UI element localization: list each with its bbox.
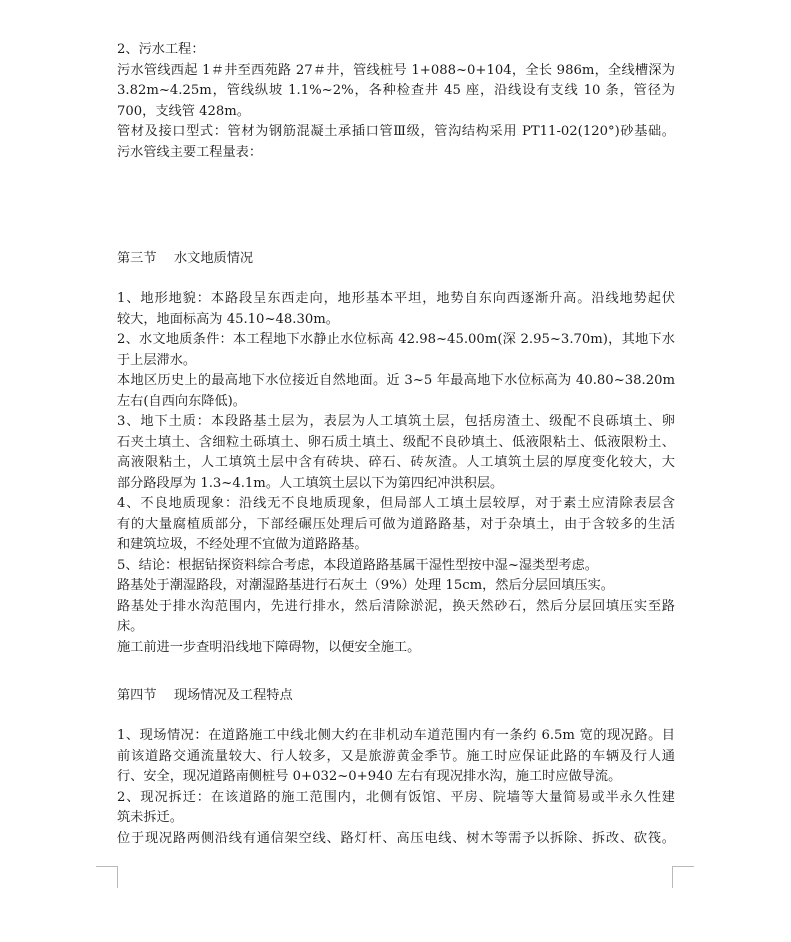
paragraph-line: 高液限粘土，人工填筑土层中含有砖块、碎石、砖灰渣。人工填筑土层的厚度变化较大，大 [117, 455, 675, 470]
sewer-paragraph-line: 污水管线西起 1＃井至西苑路 27＃井，管线桩号 1+088~0+104，全长 986m，全线槽深为 [117, 62, 675, 78]
paragraph-line: 和建筑垃圾，不经处理不宜做为道路路基。 [117, 537, 368, 552]
section4-body [117, 726, 675, 849]
paragraph-line: 较大，地面标高为 45.10~48.30m。 [117, 311, 339, 327]
paragraph-line: 1、现场情况：在道路施工中线北侧大约在非机动车道范围内有一条约 6.5m 宽的现况路。目 [117, 728, 675, 743]
paragraph-line: 4、不良地质现象：沿线无不良地质现象，但局部人工填土层较厚，对于素土应清除表层含 [117, 496, 675, 511]
crop-mark-right-horizontal [672, 866, 694, 867]
paragraph-line: 石夹土填土、含细粒土砾填土、卵石质土填土、级配不良砂填土、低液限粘土、低液限粉土、 [117, 434, 675, 450]
paragraph-line: 部分路段厚为 1.3~4.1m。人工填筑土层以下为第四纪冲洪积层。 [117, 475, 504, 491]
paragraph-line: 筑未拆迁。 [117, 810, 183, 825]
paragraph-line: 本地区历史上的最高地下水位接近自然地面。近 3~5 年最高地下水位标高为 40.80~38.20m [117, 373, 675, 388]
crop-mark-left-vertical [117, 866, 118, 888]
sewer-section [117, 40, 675, 163]
sewer-paragraph-line: 3.82m~4.25m，管线纵坡 1.1%~2%，各种检查井 45 座，沿线设有支线 10 条，管径为 [117, 83, 675, 98]
paragraph-line: 有的大量腐植质部分，下部经碾压处理后可做为道路路基，对于杂填土，由于含较多的生活 [117, 516, 675, 532]
paragraph-line: 前该道路交通流量较大、行人较多，又是旅游黄金季节。施工时应保证此路的车辆及行人通 [117, 748, 675, 764]
sewer-heading: 2、污水工程： [117, 42, 205, 57]
paragraph-line: 1、地形地貌：本路段呈东西走向，地形基本平坦，地势自东向西逐渐升高。沿线地势起伏 [117, 291, 675, 306]
paragraph-line: 于上层滞水。 [117, 352, 197, 368]
paragraph-line: 路基处于潮湿路段，对潮湿路基进行石灰土（9%）处理 15cm，然后分层回填压实。 [117, 578, 614, 593]
section3-heading: 第三节 水文地质情况 [117, 251, 254, 266]
section3-body [117, 289, 675, 658]
paragraph-line: 2、现况拆迁：在该道路的施工范围内，北侧有饭馆、平房、院墙等大量简易或半永久性建 [117, 789, 675, 805]
paragraph-line: 3、地下土质：本段路基土层为，表层为人工填筑土层，包括房渣土、级配不良砾填土、卵 [117, 414, 675, 429]
paragraph-line: 5、结论：根据钻探资料综合考虑，本段道路路基属干湿性型按中湿~湿类型考虑。 [117, 557, 598, 573]
paragraph-line: 床。 [117, 619, 144, 634]
sewer-quantity-table-caption: 污水管线主要工程量表： [117, 144, 263, 160]
section4-heading: 第四节 现场情况及工程特点 [117, 688, 293, 703]
sewer-material-line: 管材及接口型式：管材为钢筋混凝土承插口管Ⅲ级，管沟结构采用 PT11-02(120°)砂基础。 [117, 124, 675, 139]
paragraph-line: 路基处于排水沟范围内，先进行排水，然后清除淤泥，换天然砂石，然后分层回填压实至路 [117, 598, 675, 614]
paragraph-line: 位于现况路两侧沿线有通信架空线、路灯杆、高压电线、树木等需予以拆除、拆改、砍筏。 [117, 830, 675, 846]
crop-mark-right-vertical [672, 866, 673, 888]
paragraph-line: 左右(自西向东降低)。 [117, 393, 246, 409]
paragraph-line: 2、水文地质条件：本工程地下水静止水位标高 42.98~45.00m(深 2.95~3.70m)，其地下水 [117, 332, 675, 347]
sewer-paragraph-line: 700，支线管 428m。 [117, 103, 250, 119]
paragraph-line: 行、安全，现况道路南侧桩号 0+032~0+940 左右有现况排水沟，施工时应做导流。 [117, 769, 622, 784]
crop-mark-left-horizontal [96, 866, 118, 867]
paragraph-line: 施工前进一步查明沿线地下障碍物，以便安全施工。 [117, 639, 421, 655]
